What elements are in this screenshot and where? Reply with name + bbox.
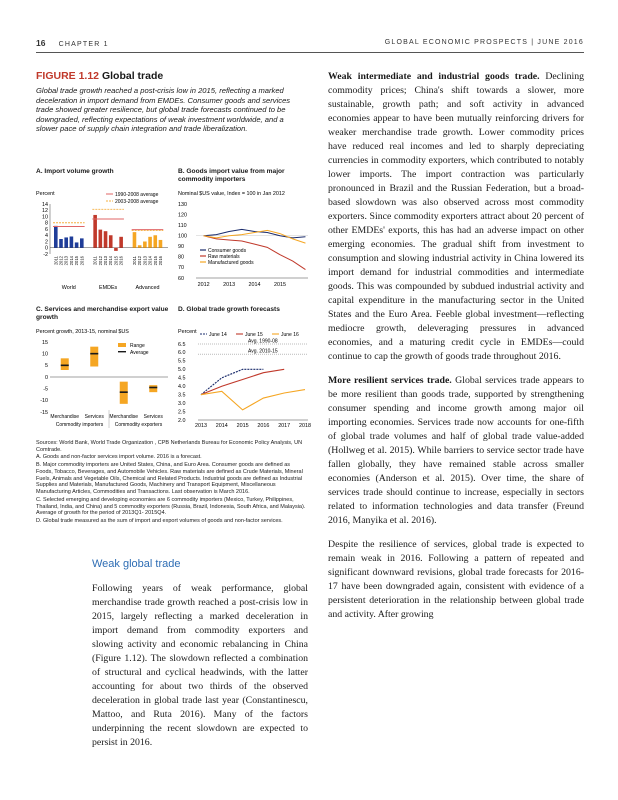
figure-title-text: Global trade [101,70,164,82]
panel-a-xtick: 2011 [92,256,98,266]
panel-d-legend-label: June 14 [209,332,227,338]
panel-a-bar [153,235,157,248]
panel-d-reference-label: Avg. 2010-15 [248,348,278,355]
panel-d-xtick: 2013 [195,423,207,429]
panel-a-bar [75,242,79,247]
panel-b-ytick: 60 [178,275,184,282]
panel-d-xtick: 2014 [215,423,228,429]
panel-c-legend-swatch [118,351,126,352]
panel-a-bar [138,245,142,248]
section-heading: Weak global trade [92,558,181,570]
panel-a-bar [54,226,58,248]
panel-b-xtick: 2014 [248,282,261,288]
panel-d-xtick: 2018 [299,423,311,429]
figure-intro: Global trade growth reached a post-crisis low in 2015, reflecting a marked deceleration in import demand from EMDEs. Consumer goods and services trade showed greater resilience, but global trade forecasts continued to be downgraded, reflecting expectations of weak investment worldwide, and a slower pace of supply chain integration and trade liberalization. [36,86,291,133]
panel-c-legend-swatch [118,343,126,347]
panel-d-xtick: 2015 [236,423,249,429]
panel-c-average-marker [149,387,157,389]
panel-a-bar [93,215,97,248]
panel-b-ytick: 130 [178,201,187,208]
panel-a-xtick: 2016 [157,256,163,266]
panel-b-legend-label: Raw materials [208,253,240,260]
panel-a-bar [143,242,147,248]
panel-d-ytick: 4.0 [178,384,186,391]
panel-a-xtick: 2015 [113,256,119,266]
panel-a-xtick: 2016 [79,256,85,266]
panel-b-legend-label: Manufactured goods [208,259,254,266]
figure-sources [36,440,308,526]
panel-a-bar [159,240,163,248]
panel-a-ytick: 4 [45,233,48,240]
panel-a-ytick: 6 [45,226,48,233]
panel-d-ytick: 5.5 [178,358,186,365]
panel-c-xtick: Merchandise [109,414,139,420]
panel-b-ylabel: Nominal $US value, Index = 100 in Jan 2012 [178,191,285,197]
panel-b-series-line [204,229,306,237]
panel-d-ytick: 3.0 [178,400,186,407]
panel-a-group-label: Advanced [135,285,160,291]
panel-a-group-label: World [61,285,76,291]
panel-a-xtick: 2015 [74,256,80,266]
panel-b-ytick: 70 [178,265,184,272]
header-rule [36,52,584,53]
panel-c-average-marker [120,391,128,393]
panel-a-xtick: 2011 [131,256,137,266]
panel-c-ytick: 0 [45,374,48,381]
panel-b-title: B. Goods import value from major commodity importers [178,168,285,183]
panel-a-bar [109,235,113,248]
panel-a-title: A. Import volume growth [36,168,114,175]
chapter-label: CHAPTER 1 [58,41,109,48]
panel-d-ytick: 2.5 [178,409,186,416]
panel-a-bar [104,231,108,248]
panel-d-series-line [201,369,284,394]
panel-c-ylabel: Percent growth, 2013-15, nominal $US [36,329,129,335]
panel-a-xtick: 2012 [137,256,143,266]
panel-b-ytick: 110 [178,222,187,229]
panel-b-ytick: 120 [178,212,187,219]
panel-a-bar [114,248,118,251]
panel-d-ytick: 6.5 [178,341,186,348]
panel-a-bar [70,237,74,248]
panel-d-xtick: 2016 [257,423,270,429]
panel-a-ytick: 14 [42,201,48,208]
panel-c-chart [36,326,170,438]
panel-c-ytick: 15 [42,339,48,346]
panel-a-bar [133,232,137,248]
panel-c-ytick: -10 [40,398,48,405]
panel-a-bar [119,237,123,248]
panel-a-xtick: 2011 [53,256,59,266]
panel-a-ylabel: Percent [36,191,55,197]
panel-d-ytick: 3.5 [178,392,186,399]
panel-b-chart [178,186,312,298]
panel-c-range-bar [149,385,157,392]
panel-a-xtick: 2016 [118,256,124,266]
panel-a-legend-label: 2003-2008 average [115,199,159,205]
panel-b-xtick: 2012 [197,282,210,288]
lead-goods-trade: Weak intermediate and industrial goods trade. [328,71,540,82]
source-main: Sources: World Bank, World Trade Organization , CPB Netherlands Bureau for Economic Policy Analysis, UN Comtrade. [36,440,303,453]
panel-d-ylabel: Percent [178,329,197,335]
panel-a-ytick: 12 [42,208,48,215]
panel-a-xtick: 2013 [103,256,109,266]
panel-a-xtick: 2013 [63,256,69,266]
panel-d-ytick: 4.5 [178,375,186,382]
panel-a-legend-label: 1990-2008 average [115,192,159,198]
page-header [36,38,584,52]
panel-a-bar [64,237,68,247]
panel-c-range-bar [61,358,69,370]
panel-a-ytick: 2 [45,239,48,246]
panel-a-bar [99,230,103,248]
panel-c-ytick: 10 [42,351,48,358]
panel-c-xtick: Merchandise [50,414,80,420]
lead-services-trade: More resilient services trade. [328,375,452,386]
panel-d-series-line [201,390,305,410]
panel-b-ytick: 100 [178,233,187,240]
panel-c-group-label: Commodity importers [55,422,104,428]
panel-c-xtick: Services [84,414,104,420]
page-number: 16 [36,38,46,48]
panel-d-title: D. Global trade growth forecasts [178,306,280,313]
figure-number: FIGURE 1.12 [36,70,100,82]
panel-d-ytick: 6.0 [178,350,186,357]
figure-title [36,70,163,82]
panel-a-bar [80,238,84,247]
panel-a-xtick: 2012 [97,256,103,266]
right-column [328,70,584,632]
panel-d-ytick: 2.0 [178,417,186,424]
panel-a-xtick: 2015 [152,256,158,266]
panel-c-average-marker [90,353,98,355]
panel-a-xtick: 2012 [58,256,64,266]
panel-a-ytick: 0 [45,245,48,252]
panel-a-bar [59,239,63,248]
panel-b-ytick: 80 [178,254,184,261]
panel-c-xtick: Services [143,414,163,420]
panel-a-ytick: 10 [42,214,48,221]
panel-b-xtick: 2013 [223,282,236,288]
panel-c-average-marker [61,365,69,367]
source-note-a: A. Goods and non-factor services import volume. 2016 is a forecast. [36,454,202,461]
panel-d-xtick: 2017 [278,423,291,429]
source-note-c: C. Selected emerging and developing economies are 6 commodity importers (Mexico, Turkey, Philippines, Thailand, India, and China) and 5 commodity exporters (Russia, Brazil, Indonesia, South Africa, and Malaysia). Average of growth for the period of 2013Q1- 2015Q4. [36,496,306,517]
panel-c-ytick: 5 [45,363,48,370]
panel-b-ytick: 90 [178,244,184,251]
panel-d-legend-label: June 15 [245,332,263,338]
source-note-b: B. Major commodity importers are United States, China, and Euro Area. Consumer goods are defined as Foods, Tobacco, Beverages, and Automobile Vehicles. Raw materials are defined as Crude Materials, Mineral Fuels, Animals and Vegetable Oils, Chemical and Related Products. Industrial goods are defined as Industrial Supplies and Materials, Manufactured Goods, Machinery and Transport Equipment, Miscellaneous Manufacturing Articles, Commodities and Transactions. Last observation is March 2016. [36,461,303,496]
panel-a-ytick: -2 [43,251,48,258]
panel-d-chart [178,326,312,438]
panel-a-xtick: 2013 [142,256,148,266]
panel-a-chart [36,186,170,298]
paragraph-forecast: Despite the resilience of services, global trade is expected to remain weak in 2016. Following a pattern of repeated and significant downward revisions, global trade forecasts for 2016-17 have been downgraded again, consistent with evidence of a persistent deterioration in the relationship between global trade and activity. After growing [328,539,584,620]
panel-a-xtick: 2014 [68,256,74,266]
left-body-text: Following years of weak performance, global merchandise trade growth reached a post-crisis low in 2015, largely reflecting a marked deceleration in import demand from commodity exporters and slowing activity and economic rebalancing in China (Figure 1.12). The slowdown reflected a combination of structural and cyclical headwinds, with the latter accounting for about two thirds of the observed deceleration in global trade last year (Constantinescu, Mattoo, and Ruta 2016). Many of the factors underpinning the recent slowdown are expected to persist in 2016. [92,583,308,748]
panel-c-legend-label: Average [130,350,149,356]
body-goods-trade: Declining commodity prices; China's shift towards a slower, more sustainable, growth path; and soft activity in advanced economies appear to have been mutually reinforcing drivers for weaker merchandise trade growth. Lower commodity prices have reduced real incomes and led to sharply depreciating currencies in commodity exporters, which contributed to notably lower imports. The import contraction was particularly pronounced in Brazil and the Russian Federation, but a broad-based slowdown was also observed across most commodity exporters. Since commodity exporters attract about 20 percent of other EMDEs' exports, this has had an adverse impact on other emerging economies. The gradual shift from investment to consumption and slowing industrial activity in China lowered its import demand for industrial commodities and intermediate goods. This was compounded by subdued industrial activity and capital expenditure in the manufacturing sector in the United States and the Euro Area. Feeble global investment—reflecting mediocre growth, deleveraging pressures in advanced economies, and a maturing credit cycle in EMDEs—could continue to cap the growth of goods trade throughout 2016. [328,71,584,362]
paragraph-services-trade [328,374,584,528]
panel-d-legend-label: June 16 [281,332,299,338]
panel-d-reference-label: Avg. 1990-08 [248,338,278,345]
panel-c-ytick: -5 [43,386,48,393]
panel-a-xtick: 2014 [147,256,153,266]
paragraph-goods-trade [328,70,584,364]
panel-c-group-label: Commodity exporters [114,422,163,428]
panel-c-title: C. Services and merchandise export value growth [36,306,169,321]
body-services-trade: Global services trade appears to be more resilient than goods trade, supported by strengthening consumer spending and income growth among major oil importing economies. Services trade now accounts for one-fifth of global trade volumes and half of global trade value-added (Hollweg et al. 2015). While barriers to service sector trade have fallen globally, they have remained stable across smaller economies (Anderson et al. 2015). Over time, the share of services trade should continue to increase, especially in sectors related to information technologies and data transfer (Freund 2016, Manyika et al. 2016). [328,375,584,526]
panel-a-group-label: EMDEs [98,285,118,291]
panel-c-ytick: -15 [40,409,48,416]
panel-c-range-bar [90,347,98,367]
panel-b-legend-label: Consumer goods [208,247,247,254]
panel-a-bar [148,237,152,248]
panel-a-xtick: 2014 [108,256,114,266]
panel-d-ytick: 5.0 [178,367,186,374]
publication-label: GLOBAL ECONOMIC PROSPECTS | JUNE 2016 [384,39,584,46]
panel-b-series-line [204,230,306,243]
source-note-d: D. Global trade measured as the sum of import and export volumes of goods and non-factor services. [36,517,283,524]
panel-b-xtick: 2015 [274,282,286,288]
panel-c-legend-label: Range [130,343,145,349]
panel-a-ytick: 8 [45,220,48,227]
